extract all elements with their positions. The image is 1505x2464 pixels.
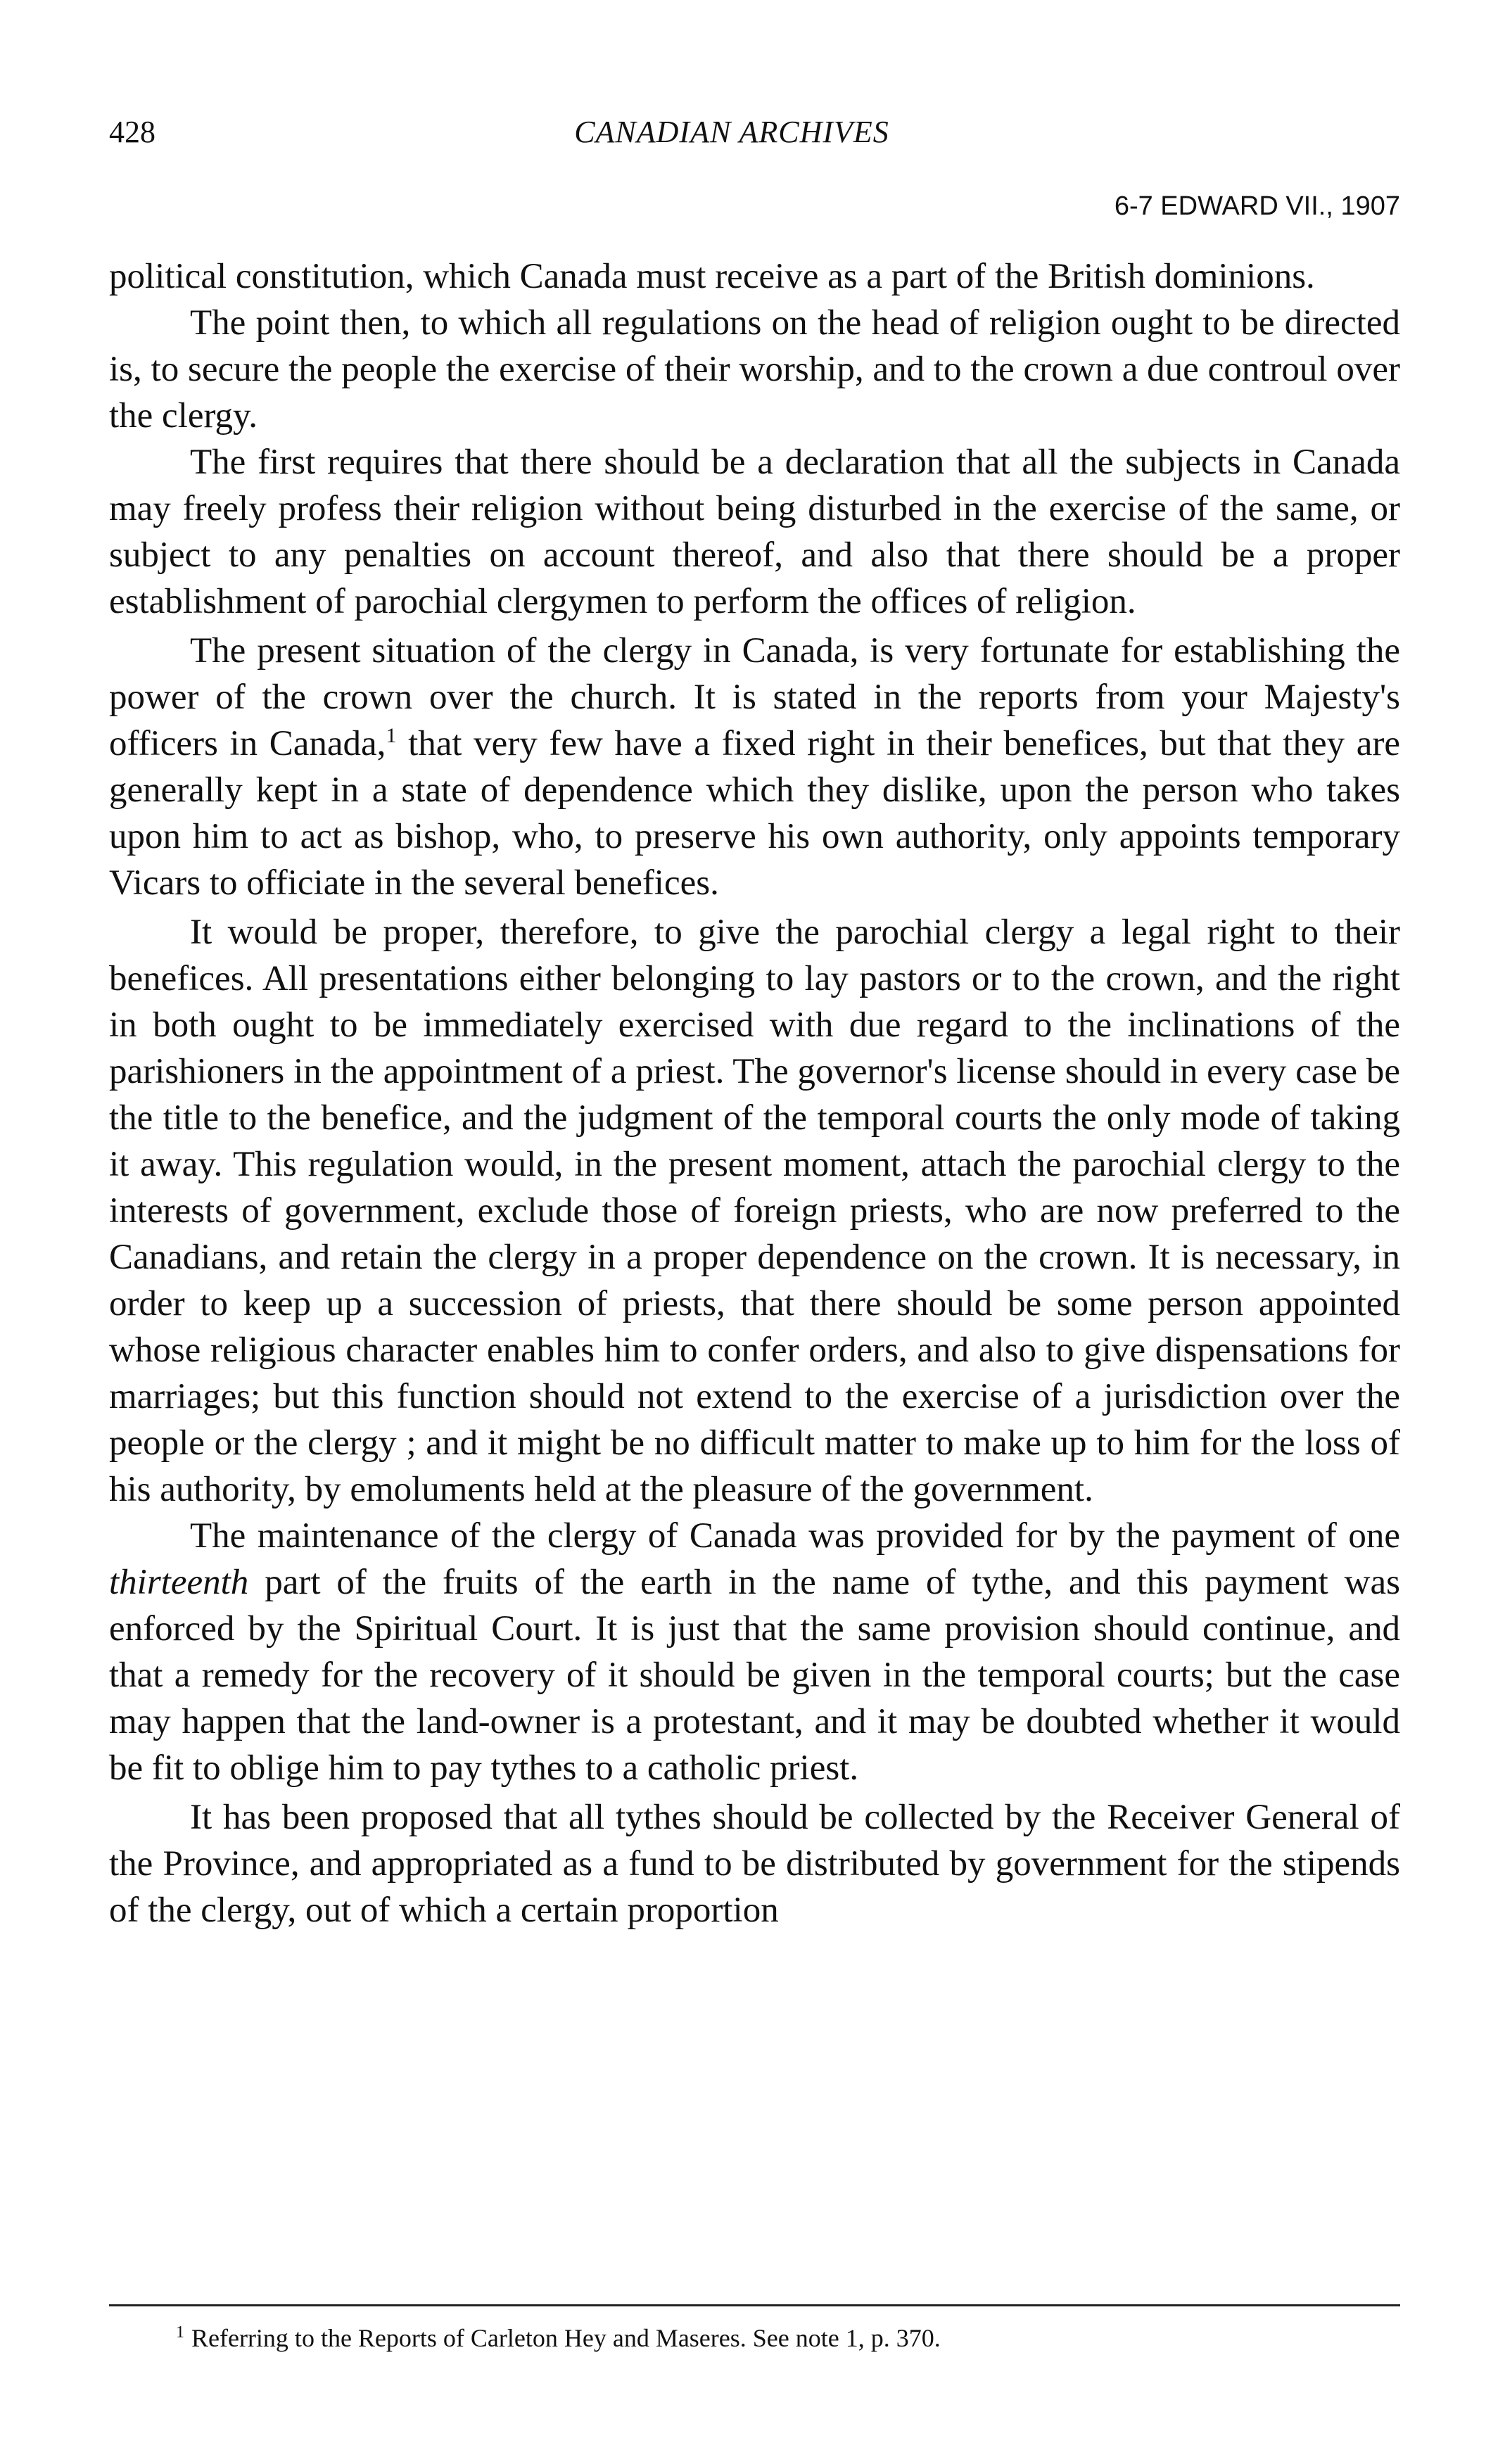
paragraph-text: The present situation of the clergy in Canada, is very fortunate for establishing the power of the crown over the church. It is stated in the reports from your Majesty's officers in Canada, <box>109 631 1400 763</box>
paragraph-tythes-proposal: It has been proposed that all tythes should be collected by the Receiver General of the Province, and appropriated as a fund to be distributed by government for the stipends of the clergy, out of which a certain proportion <box>109 1798 1400 1930</box>
paragraph-religion-regulations: The point then, to which all regulations on the head of religion ought to be directed is, to secure the people the exercise of their worship, and to the crown a due controul over the clergy. <box>109 303 1400 436</box>
paragraph-legal-right: It would be proper, therefore, to give the parochial clergy a legal right to their benefices. All presentations either belonging to lay pastors or to the crown, and the right in both ought to be immediately exercised with due regard to the inclinations of the parishioners in the appointment of a priest. The governor's license should in every case be the title to the benefice, and the judgment of the temporal courts the only mode of taking it away. This regulation would, in the present moment, attach the parochial clergy to the interests of government, exclude those of foreign priests, who are now preferred to the Canadians, and retain the clergy in a proper dependence on the crown. It is necessary, in order to keep up a succession of priests, that there should be some person appointed whose religious character enables him to confer orders, and also to give dispensations for marriages; but this function should not extend to the exercise of a jurisdiction over the people or the clergy ; and it might be no difficult matter to make up to him for the loss of his authority, by emoluments held at the pleasure of the government. <box>109 913 1400 1509</box>
page-number: 428 <box>109 115 155 149</box>
paragraph-clergy-situation <box>109 628 1400 906</box>
paragraph-continuation: political constitution, which Canada must receive as a part of the British dominions. <box>109 257 1315 296</box>
running-title: CANADIAN ARCHIVES <box>574 115 889 149</box>
body-text <box>109 253 1400 1933</box>
paragraph-text: part of the fruits of the earth in the name of tythe, and this payment was enforced by the Spiritual Court. It is just that the same provision should continue, and that a remedy for the recovery of it should be given in the temporal courts; but the case may happen that the land-owner is a protestant, and it may be doubted whether it would be fit to oblige him to pay tythes to a catholic priest. <box>109 1563 1400 1788</box>
footnote-reference: 1 <box>386 724 397 747</box>
page-header <box>109 111 1397 153</box>
footnote-text: Referring to the Reports of Carleton Hey and Maseres. See note 1, p. 370. <box>191 2324 941 2352</box>
paragraph-text: that very few have a fixed right in their benefices, but that they are generally kept in a state of dependence which they dislike, upon the person who takes upon him to act as bishop, who, to preserve his own authority, only appoints temporary Vicars to officiate in the several benefices. <box>109 724 1400 903</box>
footnote-marker: 1 <box>176 2323 184 2342</box>
paragraph-declaration: The first requires that there should be a declaration that all the subjects in Canada may freely profess their religion without being disturbed in the exercise of the same, or subject to any penalties on account thereof, and also that there should be a proper establishment of parochial clergymen to perform the offices of religion. <box>109 443 1400 621</box>
footnote <box>176 2315 1372 2356</box>
paragraph-maintenance <box>109 1513 1400 1791</box>
footnote-divider <box>109 2304 1400 2306</box>
session-label: 6-7 EDWARD VII., 1907 <box>1114 191 1400 221</box>
italic-word: thirteenth <box>109 1563 249 1602</box>
paragraph-text: The maintenance of the clergy of Canada was provided for by the payment of one <box>190 1516 1400 1556</box>
